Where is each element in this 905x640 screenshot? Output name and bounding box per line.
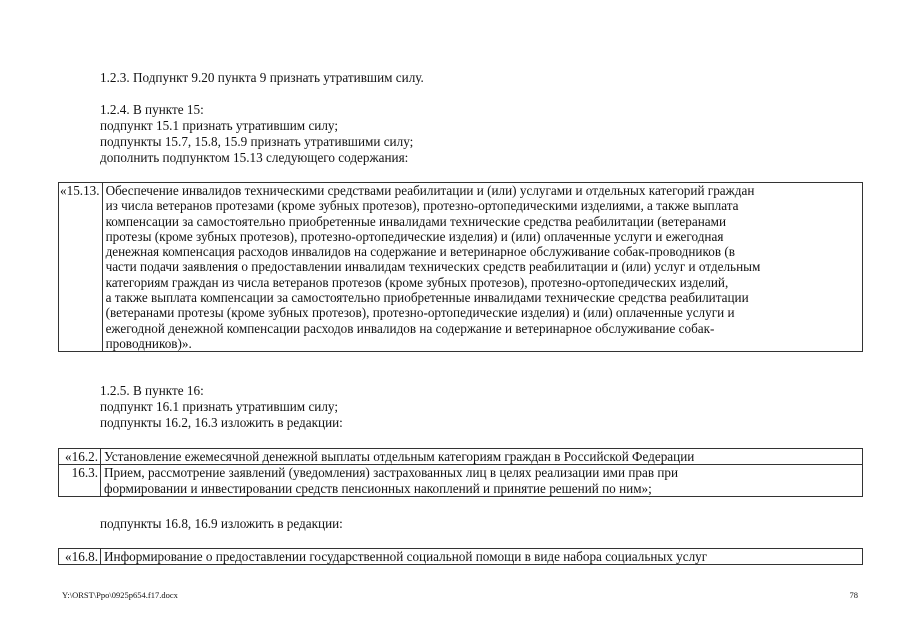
text-line: категориям граждан из числа ветеранов протезов (кроме зубных протезов), протезно-ортопедических изделий, <box>105 274 729 290</box>
text-line: денежная компенсация расходов инвалидов на содержание и ветеринарное обслуживание собак-проводников (в <box>105 244 735 260</box>
text-line: проводников)». <box>105 335 192 351</box>
text-line: Обеспечение инвалидов техническими средствами реабилитации и (или) услугами и отдельных категорий граждан <box>105 183 755 198</box>
text-line: из числа ветеранов протезами (кроме зубных протезов), протезно-ортопедическими изделиями, а также выплата <box>105 198 739 214</box>
paragraph-1-2-5-item-a: подпункт 16.1 признать утратившим силу; <box>100 399 339 414</box>
row-number: 16.3. <box>59 465 101 497</box>
row-number: «15.13. <box>59 183 103 352</box>
paragraph-1-2-5-heading: 1.2.5. В пункте 16: <box>100 383 204 398</box>
text-line: компенсации за самостоятельно приобретенные инвалидами технические средства реабилитации (ветеранами <box>105 213 727 229</box>
table-row <box>59 549 863 565</box>
row-number: «16.2. <box>59 449 101 465</box>
paragraph-1-2-5-item-b: подпункты 16.2, 16.3 изложить в редакции: <box>100 415 343 430</box>
table-row <box>59 465 863 497</box>
text-line: формировании и инвестировании средств пенсионных накоплений и принятие решений по ним»; <box>104 480 652 496</box>
table-row <box>59 183 863 352</box>
text-line: (ветеранами протезы (кроме зубных протезов), протезно-ортопедические изделия) и (или) оплаченные услуги и <box>105 305 735 321</box>
row-text <box>101 449 863 465</box>
text-line: протезы (кроме зубных протезов), протезно-ортопедические изделия) и (или) оплаченные услуги и ежегодная <box>105 228 724 244</box>
table-15-13 <box>58 182 863 352</box>
table-row <box>59 449 863 465</box>
table-16-2-16-3 <box>58 448 863 497</box>
paragraph-1-2-4-item-b: подпункты 15.7, 15.8, 15.9 признать утратившими силу; <box>100 134 414 149</box>
text-line: Установление ежемесячной денежной выплаты отдельным категориям граждан в Российской Федерации <box>104 449 695 464</box>
paragraph-1-2-5-item-c: подпункты 16.8, 16.9 изложить в редакции: <box>100 516 343 531</box>
table-16-8 <box>58 548 863 565</box>
footer-page-number: 78 <box>849 590 858 600</box>
row-text <box>101 465 863 497</box>
footer-file-path: Y:\ORST\Ppo\0925p654.f17.docx <box>62 590 178 600</box>
row-number: «16.8. <box>59 549 101 565</box>
paragraph-1-2-4-item-c: дополнить подпунктом 15.13 следующего содержания: <box>100 150 409 165</box>
paragraph-1-2-4-heading: 1.2.4. В пункте 15: <box>100 102 204 117</box>
paragraph-1-2-3: 1.2.3. Подпункт 9.20 пункта 9 признать утратившим силу. <box>100 70 424 85</box>
paragraph-1-2-4-item-a: подпункт 15.1 признать утратившим силу; <box>100 118 339 133</box>
text-line: Прием, рассмотрение заявлений (уведомления) застрахованных лиц в целях реализации ими прав при <box>104 465 679 481</box>
text-line: а также выплата компенсации за самостоятельно приобретенные инвалидами технические средства реабилитации <box>105 290 749 306</box>
text-line: ежегодной денежной компенсации расходов инвалидов на содержание и ветеринарное обслуживание собак- <box>105 320 715 336</box>
row-text <box>102 183 862 352</box>
row-text: Информирование о предоставлении государственной социальной помощи в виде набора социальных услуг <box>101 549 863 565</box>
text-line: части подачи заявления о предоставлении инвалидам технических средств реабилитации и (или) услуг и отдельным <box>105 259 761 275</box>
